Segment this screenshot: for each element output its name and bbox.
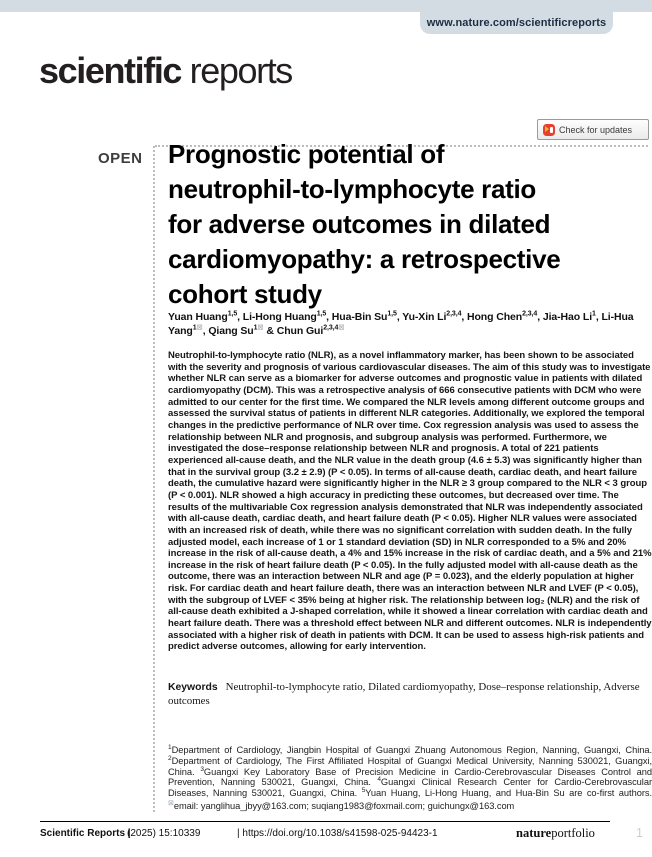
crossmark-icon: [543, 124, 555, 136]
keywords-block: [168, 681, 652, 708]
author-name: Hong Chen: [467, 311, 523, 323]
author-name: Jia-Hao Li: [542, 311, 593, 323]
article-title-line: cardiomyopathy: a retrospective: [168, 244, 561, 274]
author-affiliation-superscript: 1: [192, 324, 197, 331]
author-name: Yu-Xin Li: [402, 311, 447, 323]
email-icon[interactable]: ⊠: [196, 322, 203, 331]
article-title-line: Prognostic potential of: [168, 139, 445, 169]
author-affiliation-superscript: 1,5: [316, 310, 327, 318]
page-number: 1: [636, 826, 643, 840]
author-affiliation-superscript: 1: [253, 324, 258, 331]
nature-portfolio-logo-bold: nature: [516, 826, 552, 840]
author-name: Li-Hua Yang: [168, 311, 634, 337]
article-title-line: neutrophil-to-lymphocyte ratio: [168, 174, 537, 204]
email-icon[interactable]: ⊠: [168, 799, 174, 807]
article-title-line: cohort study: [168, 279, 322, 309]
journal-url-tab[interactable]: [420, 12, 613, 34]
author-affiliation-superscript: 2,3,4: [522, 310, 538, 318]
article-title: [168, 137, 648, 312]
email-icon[interactable]: ⊠: [257, 322, 264, 331]
affiliation-superscript: 4: [377, 776, 381, 784]
author-name: Chun Gui: [276, 324, 324, 337]
author-list: Yuan Huang$^{1,5}$, Li-Hong Huang$^{1,5}$, Hua-Bin Su$^{1,5}$, Yu-Xin Li$^{2,3,4}$, Hong Chen$^{2,3,4}$, Jia-Hao Li$^1$, Li-Hua Yang$^{1⊠}$, Qiang $Su^{1⊠}$ & Chun Gui$^{2,3,4⊠}$: [168, 310, 634, 337]
author-affiliation-superscript: 2,3,4: [446, 310, 462, 318]
author-name: Qiang Su: [208, 324, 254, 337]
footer-rule: [40, 821, 610, 822]
abstract-text: Neutrophil-to-lymphocyte ratio (NLR), as a novel inflammatory marker, has been shown to be associated with the severity and prognosis of various cardiovascular diseases. The aim of this study was to investigate whether NLR can serve as a biomarker for adverse outcomes and prognostic value in patients with dilated cardiomyopathy (DCM). This was a retrospective analysis of 666 consecutive patients with DCM who were admitted to our center for the first time. We compared the NLR levels among different outcome groups and assessed the survival status of patients in different NLR categories. Additionally, we explored the temporal changes in the predictive performance of NLR over time. Cox regression analysis was used to assess the relationship between NLR and prognosis, and subgroup analysis was performed. Furthermore, we investigated the dose–response relationship between NLR and prognosis. A total of 221 patients experienced all-cause death, and the NLR value in the death group (4.6 ± 5.3) was significantly higher than that in the survival group (3.2 ± 2.9) (P < 0.05). In terms of all-cause death, cardiac death, and heart failure death, the cumulative hazard were significantly higher in the NLR ≥ 3 group compared to the NLR < 3 group (P < 0.001). NLR showed a high accuracy in predicting these outcomes, but decreased over time. The results of the multivariable Cox regression analysis demonstrated that NLR was independently associated with all-cause death, cardiac death, and heart failure death (P < 0.05). Higher NLR values were associated with an increased risk of death, while there was no significant correlation with sudden death. In the fully adjusted model, each increase of 1 or 1 standard deviation (SD) in NLR corresponded to a 5% and 20% increase in the risk of all-cause death, a 4% and 15% increase in the risk of cardiac death, and a 5% and 21% increase in the risk of heart failure death (P < 0.05). In the fully adjusted model with all-cause death as the outcome, there was an interaction between NLR and age (P = 0.023), and the elderly population at higher risk. For cardiac death and heart failure death, there was an interaction between NLR and LVEF (P < 0.05), with the subgroup of LVEF < 35% being at higher risk. The relationship between log₂ (NLR) and the risk of all-cause death exhibited a J-shaped correlation, while it showed a linear correlation with cardiac death and heart failure death. There was a threshold effect between NLR and different outcomes. NLR is independently associated with a higher risk of death in patients with DCM. It can be used to assess high-risk patients and predict adverse outcomes, allowing for early intervention.: [168, 350, 652, 653]
nature-portfolio-logo-regular: portfolio: [551, 826, 595, 840]
author-name: Li-Hong Huang: [242, 311, 317, 323]
affiliation-superscript: 1: [168, 743, 172, 751]
top-banner-strip: [0, 0, 652, 12]
dotted-divider-vertical: [153, 146, 155, 812]
article-title-line: for adverse outcomes in dilated: [168, 209, 551, 239]
open-access-label: OPEN: [98, 150, 143, 167]
journal-logo: [39, 50, 292, 92]
footer-journal-name: Scientific Reports |: [40, 828, 131, 839]
journal-url: www.nature.com/scientificreports: [426, 17, 607, 29]
affiliation-superscript: 2: [168, 754, 172, 762]
author-affiliation-superscript: 2,3,4: [323, 324, 339, 331]
keywords-text: Neutrophil-to-lymphocyte ratio, Dilated cardiomyopathy, Dose–response relationship, Adverse outcomes: [168, 681, 640, 707]
footer-doi-link[interactable]: | https://doi.org/10.1038/s41598-025-94423-1: [237, 828, 438, 839]
journal-logo-bold: scientific: [39, 50, 182, 91]
nature-portfolio-logo: [516, 826, 595, 841]
author-affiliation-superscript: 1,5: [227, 310, 238, 318]
affiliations-block: $^1$Department of Cardiology, Jiangbin Hospital of Guangxi Zhuang Autonomous Region, Nanning, Guangxi, China. $^2$Department of Cardiology, The First Affiliated Hospital of Guangxi Medical University, Nanning 530021, Guangxi, China. $^3$Guangxi Key Laboratory Base of Precision Medicine in Cardio-Cerebrovascular Diseases Control and Prevention, Nanning 530021, Guangxi, China. $^4$Guangxi Clinical Research Center for Cardio-Cerebrovascular Diseases, Nanning 530021, Guangxi, China. $^5$Yuan Huang, Li-Hong Huang, and Hua-Bin Su are co-first authors. ⊠email: yanglihua_jbyy@163.com; suqiang1983@foxmail.com; guichungx@163.com: [168, 743, 652, 812]
email-icon[interactable]: ⊠: [338, 322, 345, 331]
affiliation-superscript: 3: [200, 765, 204, 773]
journal-logo-regular: reports: [181, 50, 292, 91]
keywords-label: Keywords: [168, 682, 218, 693]
author-affiliation-superscript: 1,5: [387, 310, 397, 318]
footer-citation: (2025) 15:10339: [127, 828, 201, 839]
affiliation-superscript: 5: [361, 787, 366, 795]
check-for-updates-label: Check for updates: [559, 124, 633, 135]
author-affiliation-superscript: 1: [592, 310, 596, 318]
author-name: Yuan Huang: [168, 311, 228, 323]
author-name: Hua-Bin Su: [331, 311, 388, 323]
